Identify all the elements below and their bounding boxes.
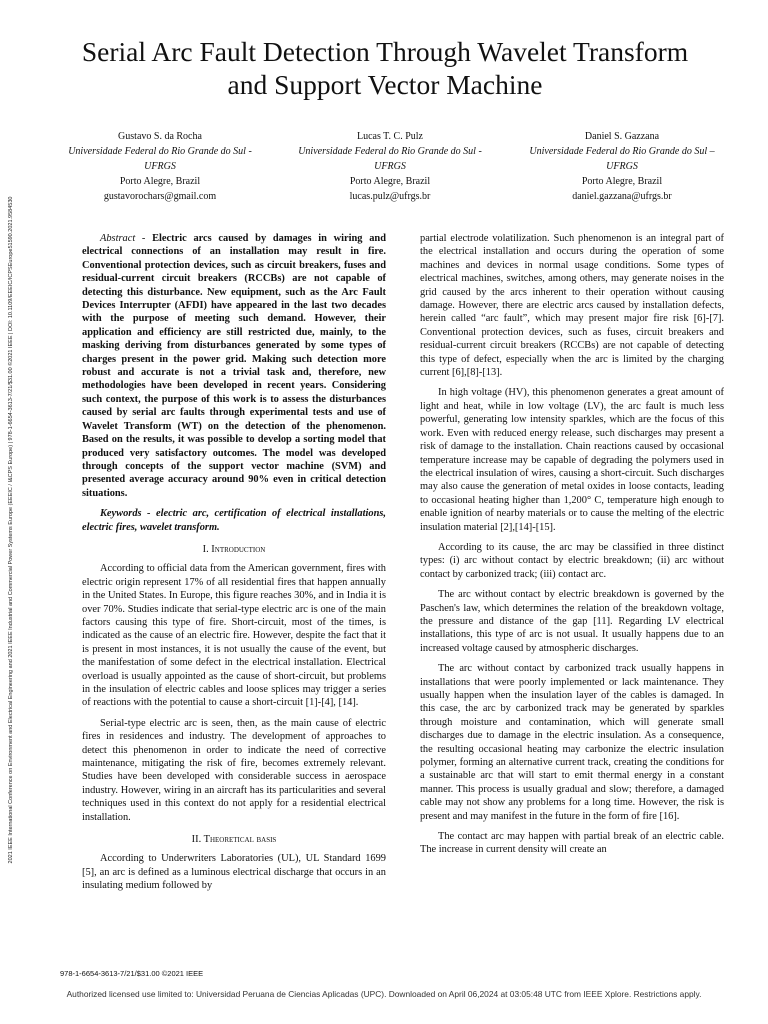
left-column xyxy=(82,232,386,900)
section-heading-theoretical-basis: II. Theoretical basis xyxy=(191,834,277,846)
author-email[interactable]: lucas.pulz@ufrgs.br xyxy=(349,191,431,202)
doi-sidebar xyxy=(8,100,22,960)
keywords: Keywords - electric arc, certification of electrical installations, electric fires, wavelet transform. xyxy=(82,508,386,533)
author-affiliation: Universidade Federal do Rio Grande do Sul - UFRGS xyxy=(68,146,252,172)
author-location: Porto Alegre, Brazil xyxy=(349,176,431,187)
copyright-line: 978-1-6654-3613-7/21/$31.00 ©2021 IEEE xyxy=(60,969,204,978)
paragraph: According to its cause, the arc may be classified in three distinct types: (i) arc without contact by electric breakdown; (ii) arc without contact by carbonized track; (iii) contact arc. xyxy=(420,541,724,580)
paragraph: The arc without contact by carbonized track usually happens in installations that were poorly implemented or lack maintenance. They usually happen when the insulation layer of the cables is damaged. In this case, the arc by carbonized track may be generated by sparkles through moisture and contamination, which will generate small discharges due to damage in the electric insulation. As a consequence, the resulting occasional heating may carbonize the electric insulation polymer, forming an alternative current track, creating the conditions for a sustainable arc that will start to emit thermal energy in a constant manner. This process is usually gradual and slow; therefore, a damaged cable may not show any problems for a long time. However, the risk is present and may manifest in the future in the form of fire [16]. xyxy=(420,663,724,822)
author-affiliation: Universidade Federal do Rio Grande do Sul - UFRGS xyxy=(298,146,482,172)
paragraph: According to official data from the American government, fires with electric origin represent 17% of all residential fires that happen annually in the United States. In Europe, this figure reaches 30%, and in India it is over 70%. Studies indicate that serial-type electric arc is one of the main factors causing this type of fire. Short-circuit, most of the times, is indicated as the cause of an electric fire. However, despite the fact that it is present in most instances, it is not usually the cause of the event, but the manifestation of some defect in the electrical installation. Electrical overload is usually appointed as the cause of short-circuit, but problems in the insulation of electric cables and loose splices may trigger a series of reactions with the potential to cause a short-circuit [1]-[4], [14]. xyxy=(82,563,386,709)
abstract xyxy=(82,232,386,500)
paragraph: partial electrode volatilization. Such phenomenon is an integral part of the electrical installation and occurs during the operation of some machines and devices in normal usage conditions. Some types of electrical machines, switches, among others, may generate noises in the grid caused by the arcs inherent to their operation without causing damage. However, there are electric arcs caused by installation defects, herein called “arc fault”, which may present major fire risk [6]-[7]. Conventional protection devices, such as fuses, circuit breakers and residual-current circuit breakers (RCCBs) are not capable of detecting this type of defect, especially when the arc is limited by the charging current [6],[8]-[13]. xyxy=(420,233,724,379)
author-location: Porto Alegre, Brazil xyxy=(581,176,663,187)
author-name: Gustavo S. da Rocha xyxy=(118,131,202,142)
author-email[interactable]: gustavorochars@gmail.com xyxy=(103,191,217,202)
abstract-text: Electric arcs caused by damages in wiring and electrical connections of an installation may result in fire. Conventional protection devices, such as circuit breakers, fuses and residual-current circuit breakers (RCCBs) are not capable of detecting this disturbance. New equipment, such as the Arc Fault Devices Interrupter (AFDI) have appeared in the last two decades with the purpose of meeting such demand. However, their application and efficiency are still restricted due, mainly, to the masking deriving from disturbances generated by some types of charges present in the power grid. Making such detection more robust and accurate is not a trivial task and, therefore, new methodologies have been developed in recent years. Considering such context, the purpose of this work is to assess the disturbances caused by serial arc faults through experimental tests and use of Wavelet Transform (WT) on the detection of the phenomenon. Based on the results, it was possible to develop a sorting model that produced very satisfactory outcomes. The model was developed through concepts of the support vector machine (SVM) and presented average accuracy around 90% even in critical detection situations. xyxy=(82,233,386,499)
paragraph: The arc without contact by electric breakdown is governed by the Paschen's law, which determines the relation of the breakdown voltage, the pressure and distance of the gap [11]. Regarding LV electrical installations, this type of arc is not usual. It usually happens due to an increased voltage caused by atmospheric discharges. xyxy=(420,589,724,654)
author-3 xyxy=(522,129,722,204)
paragraph: The contact arc may happen with partial break of an electric cable. The increase in current density will create an xyxy=(420,831,724,856)
author-location: Porto Alegre, Brazil xyxy=(119,176,201,187)
author-name: Daniel S. Gazzana xyxy=(584,131,660,142)
paper-title: Serial Arc Fault Detection Through Wavelet Transform and Support Vector Machine xyxy=(81,36,689,100)
authorized-use-notice: Authorized licensed use limited to: Universidad Peruana de Ciencias Aplicadas (UPC). Downloaded on April 06,2024 at 03:05:48 UTC from IEEE Xplore. Restrictions apply. xyxy=(66,989,702,999)
author-2 xyxy=(290,129,490,204)
author-name: Lucas T. C. Pulz xyxy=(356,131,423,142)
section-heading-introduction: I. Introduction xyxy=(202,543,266,555)
author-email[interactable]: daniel.gazzana@ufrgs.br xyxy=(572,191,672,202)
right-column xyxy=(420,232,724,864)
author-affiliation: Universidade Federal do Rio Grande do Sul – UFRGS xyxy=(529,146,715,172)
author-1 xyxy=(60,129,260,204)
abstract-label: Abstract - xyxy=(100,233,146,244)
doi-sidebar-text: 2021 IEEE International Conference on Environment and Electrical Engineering and 2021 IEEE Industrial and Commercial Power Systems Europe (EEEIC / I&CPS Europe) | 978-1-6654-3613-7/21/$31.00 ©2021 IEEE | DOI: 10.1109/EEEIC/ICPSEurope51590.2021.9584530 xyxy=(8,196,14,864)
paragraph: In high voltage (HV), this phenomenon generates a great amount of light and heat, while in low voltage (LV), the arc fault is much less powerful, generating low intensity sparkles, which are the focus of this work. Even with reduced energy release, such discharges may present a risk of damage to the installation. Chain reactions caused by occasional temperature increase may be capable of degrading the polymers used in the electrical insulation of wires, causing a short-circuit. Such discharges may also cause the generation of metal oxides in loose contacts, leading to occasional heating higher than 1,200° C, temperature high enough to enable ignition of nearby materials or to cause the melting of the electric insulation material [2],[14]-[15]. xyxy=(420,387,724,533)
author-block xyxy=(40,129,740,209)
paragraph: Serial-type electric arc is seen, then, as the main cause of electric fires in residences and industry. The development of approaches to detect this phenomenon in order to indicate the need of corrective maintenance, mitigating the risk of fire, becomes extremely relevant. Studies have been developed with considerable success in aerospace industry. However, wiring in an aircraft has its particularities and several techniques used in this context do not apply for a residential electrical installation. xyxy=(82,717,386,823)
paragraph: According to Underwriters Laboratories (UL), UL Standard 1699 [5], an arc is defined as a luminous electrical discharge that occurs in an insulating medium followed by xyxy=(82,853,386,892)
